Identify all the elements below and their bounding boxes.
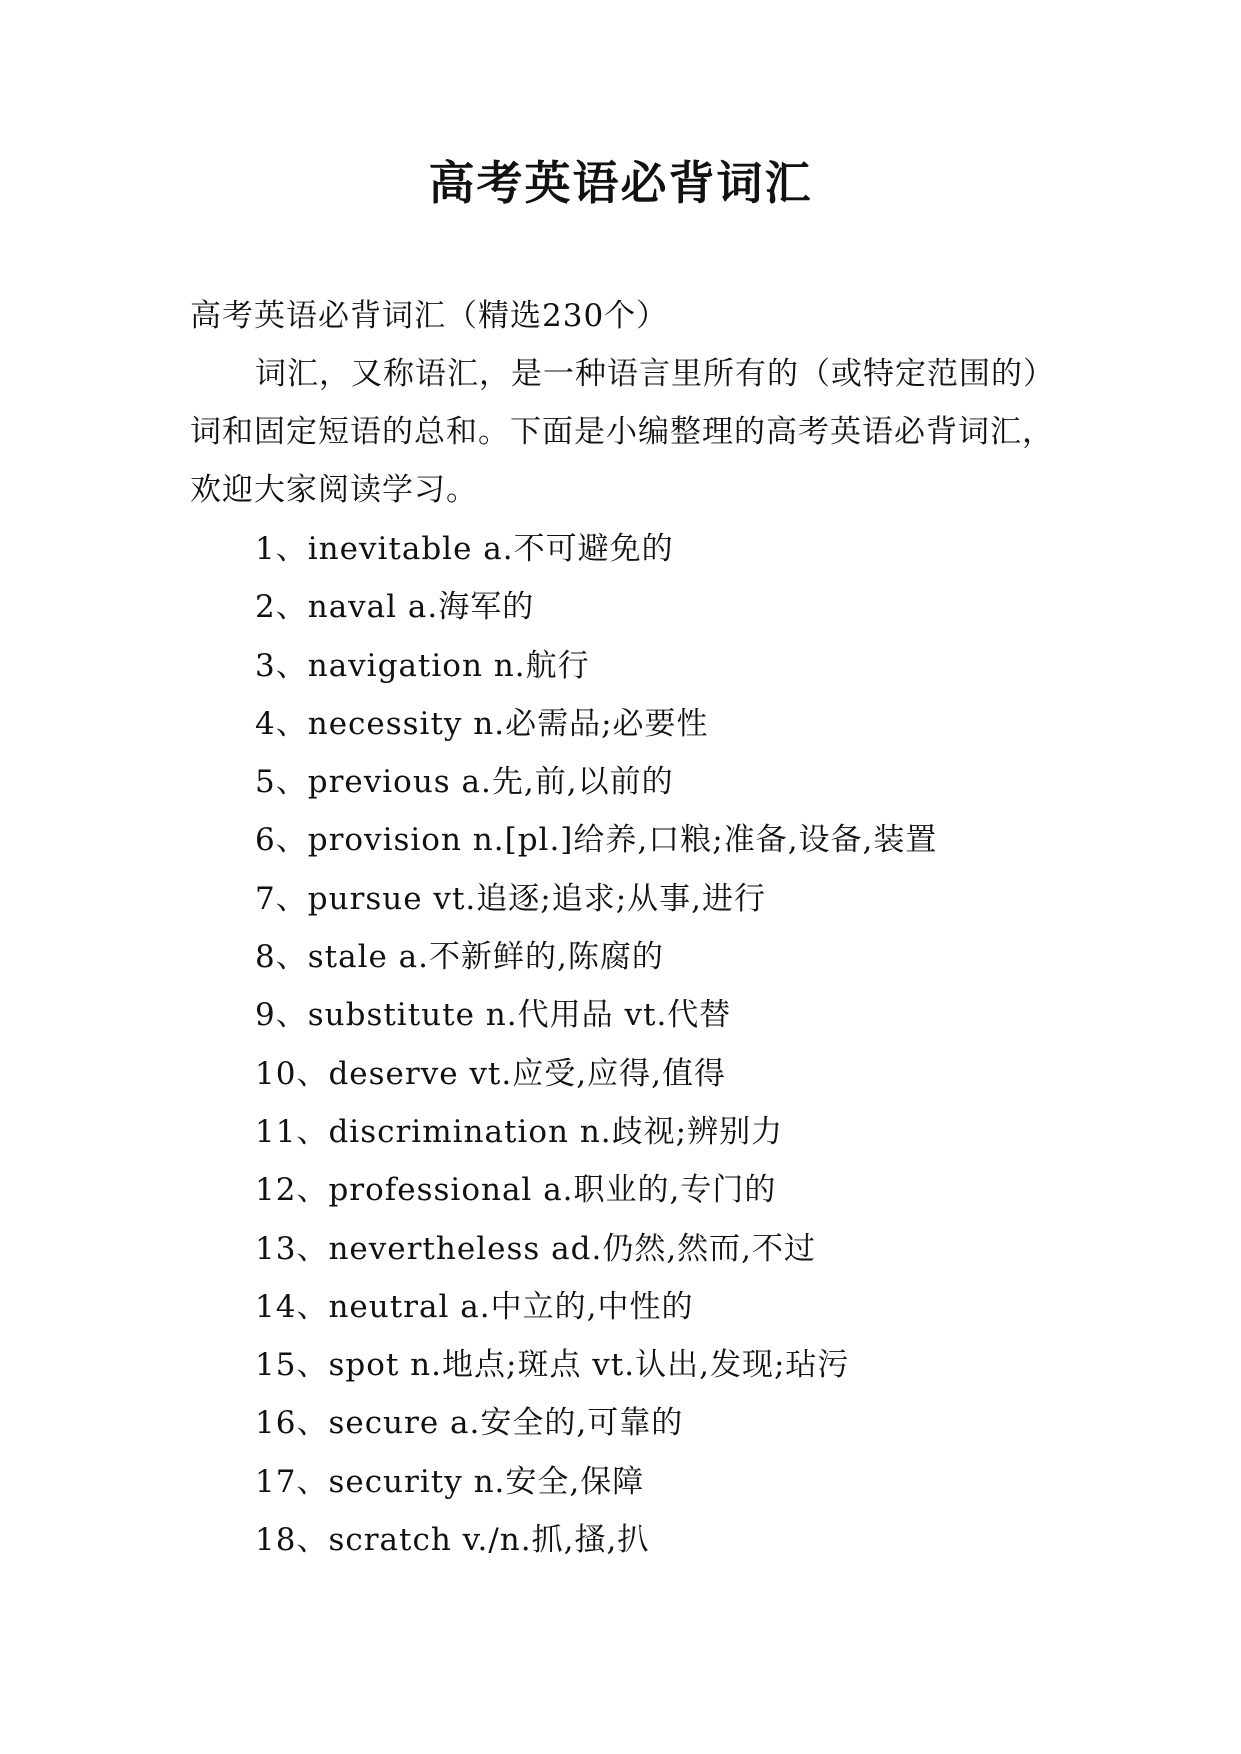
vocab-item: 6、provision n.[pl.]给养,口粮;准备,设备,装置 xyxy=(255,822,938,859)
vocab-item: 10、deserve vt.应受,应得,值得 xyxy=(255,1055,726,1092)
vocab-item: 12、professional a.职业的,专门的 xyxy=(255,1172,777,1209)
vocab-item: 18、scratch v./n.抓,搔,扒 xyxy=(255,1522,650,1559)
vocab-item: 13、nevertheless ad.仍然,然而,不过 xyxy=(255,1230,817,1267)
vocab-item: 17、security n.安全,保障 xyxy=(255,1463,645,1500)
vocab-list xyxy=(255,529,937,1578)
intro-line-2: 词和固定短语的总和。下面是小编整理的高考英语必背词汇， xyxy=(190,414,1054,450)
vocab-item: 11、discrimination n.歧视;辨别力 xyxy=(255,1113,784,1150)
vocab-item: 15、spot n.地点;斑点 vt.认出,发现;玷污 xyxy=(255,1347,850,1384)
vocab-item: 5、previous a.先,前,以前的 xyxy=(255,764,674,801)
document-title: 高考英语必背词汇 xyxy=(428,156,813,210)
vocab-item: 16、secure a.安全的,可靠的 xyxy=(255,1405,684,1442)
vocab-item: 2、naval a.海军的 xyxy=(255,589,535,626)
intro-line-3: 欢迎大家阅读学习。 xyxy=(190,472,478,508)
document-subtitle: 高考英语必背词汇（精选230个） xyxy=(190,298,669,334)
vocab-item: 9、substitute n.代用品 vt.代替 xyxy=(255,997,732,1034)
vocab-item: 1、inevitable a.不可避免的 xyxy=(255,531,674,567)
vocab-item: 8、stale a.不新鲜的,陈腐的 xyxy=(255,939,664,976)
vocab-item: 4、necessity n.必需品;必要性 xyxy=(255,705,709,742)
intro-line-1: 词汇，又称语汇，是一种语言里所有的（或特定范围的） xyxy=(255,356,1055,392)
vocab-item: 7、pursue vt.追逐;追求;从事,进行 xyxy=(255,880,766,917)
vocab-item: 14、neutral a.中立的,中性的 xyxy=(255,1288,694,1325)
vocab-item: 3、navigation n.航行 xyxy=(255,647,590,684)
